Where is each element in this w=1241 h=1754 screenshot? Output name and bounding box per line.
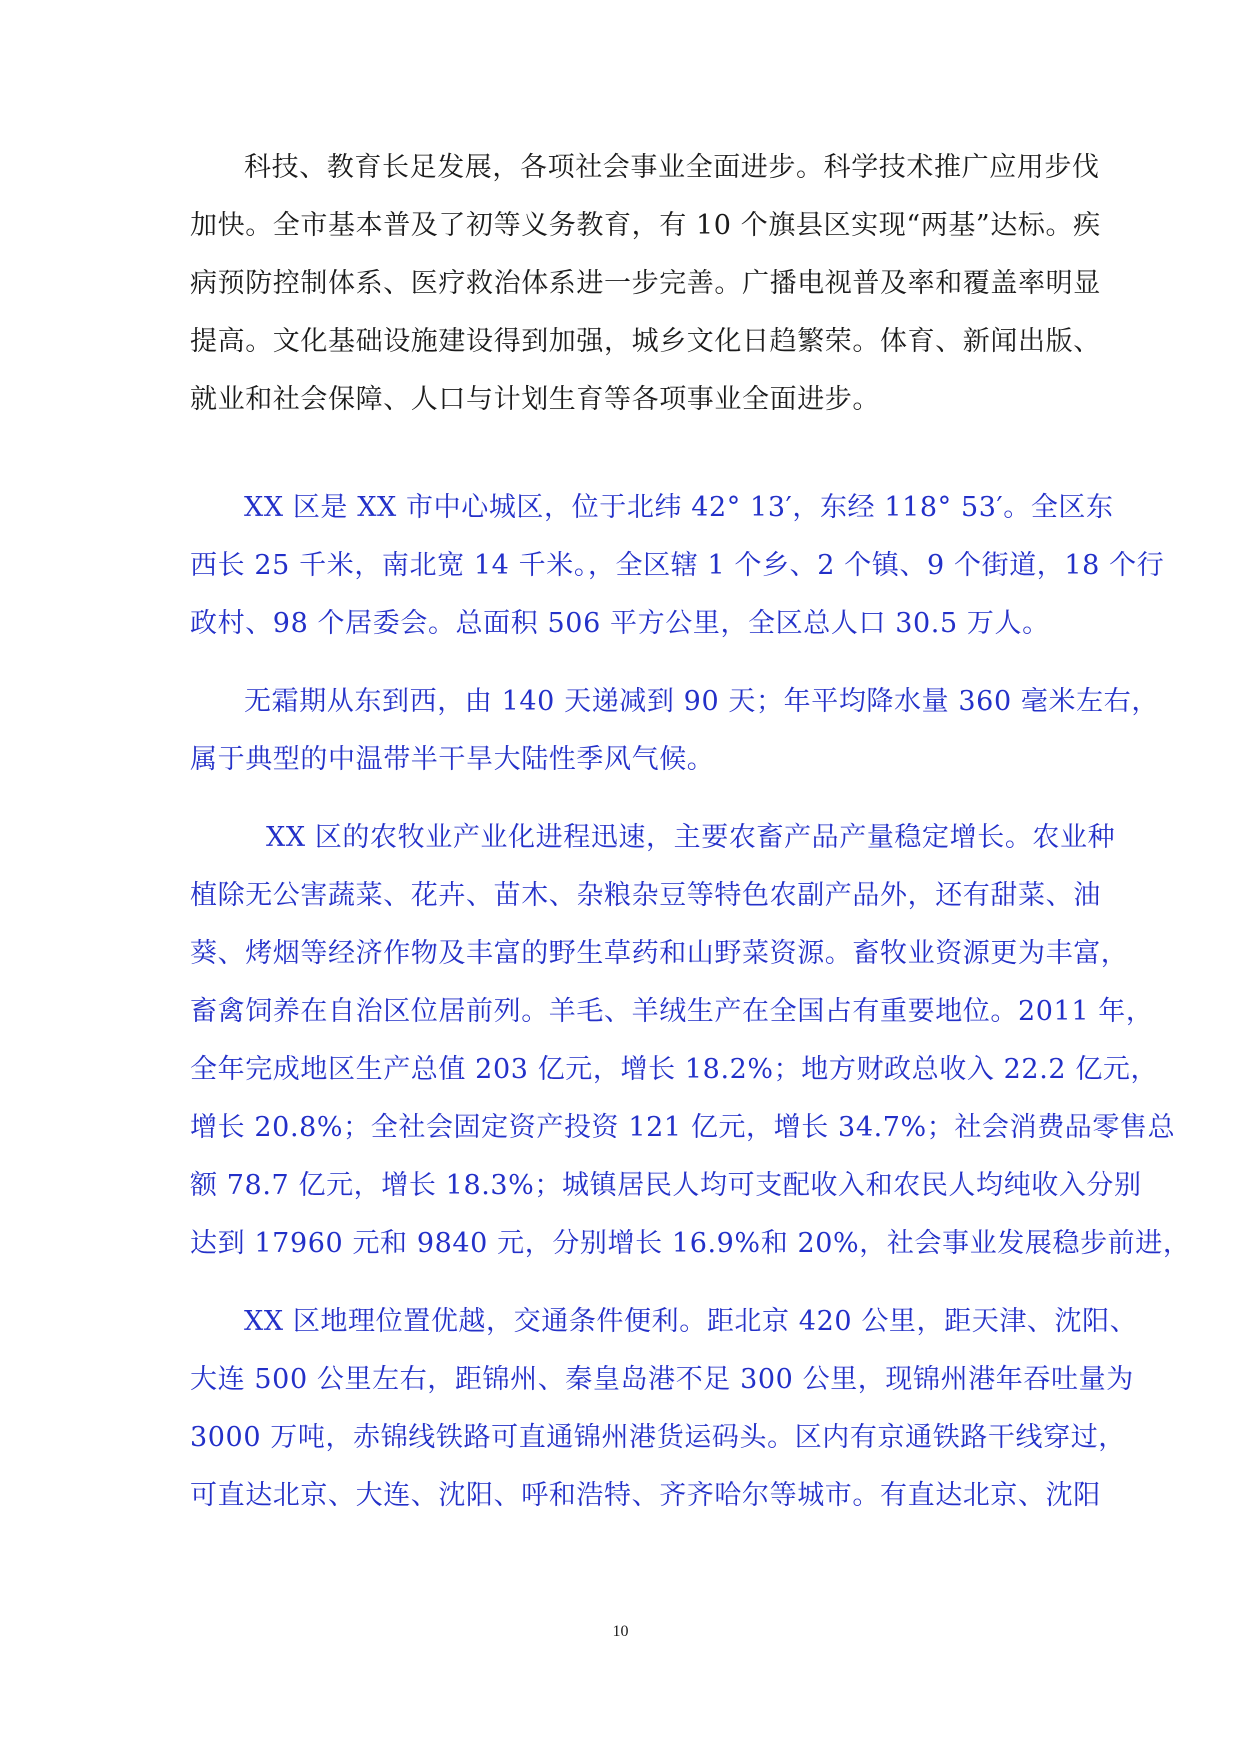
p1-line-5: 就业和社会保障、人口与计划生育等各项事业全面进步。 — [190, 384, 880, 415]
p5-line-2: 大连 500 公里左右，距锦州、秦皇岛港不足 300 公里，现锦州港年吞吐量为 — [190, 1364, 1134, 1395]
p5-line-1: XX 区地理位置优越，交通条件便利。距北京 420 公里，距天津、沈阳、 — [244, 1306, 1138, 1337]
p4-line-6: 增长 20.8%；全社会固定资产投资 121 亿元，增长 34.7%；社会消费品零售总 — [190, 1112, 1176, 1143]
p4-line-5: 全年完成地区生产总值 203 亿元，增长 18.2%；地方财政总收入 22.2 亿元， — [190, 1054, 1159, 1085]
p2-line-1: XX 区是 XX 市中心城区，位于北纬 42° 13′，东经 118° 53′。全区东 — [244, 492, 1114, 523]
p4-line-4: 畜禽饲养在自治区位居前列。羊毛、羊绒生产在全国占有重要地位。2011 年， — [190, 996, 1154, 1027]
p1-line-4: 提高。文化基础设施建设得到加强，城乡文化日趋繁荣。体育、新闻出版、 — [190, 326, 1101, 357]
p3-line-2: 属于典型的中温带半干旱大陆性季风气候。 — [190, 744, 715, 775]
p1-line-2: 加快。全市基本普及了初等义务教育，有 10 个旗县区实现“两基”达标。疾 — [190, 210, 1101, 241]
p5-line-4: 可直达北京、大连、沈阳、呼和浩特、齐齐哈尔等城市。有直达北京、沈阳 — [190, 1480, 1101, 1511]
p1-line-1: 科技、教育长足发展，各项社会事业全面进步。科学技术推广应用步伐 — [244, 152, 1100, 183]
p1-line-3: 病预防控制体系、医疗救治体系进一步完善。广播电视普及率和覆盖率明显 — [190, 268, 1101, 299]
p3-line-1: 无霜期从东到西，由 140 天递减到 90 天；年平均降水量 360 毫米左右， — [244, 686, 1159, 717]
p2-line-2: 西长 25 千米，南北宽 14 千米。，全区辖 1 个乡、2 个镇、9 个街道，18 个行 — [190, 550, 1165, 581]
p4-line-8: 达到 17960 元和 9840 元，分别增长 16.9%和 20%，社会事业发展稳步前进， — [190, 1228, 1191, 1259]
p4-line-3: 葵、烤烟等经济作物及丰富的野生草药和山野菜资源。畜牧业资源更为丰富， — [190, 938, 1129, 969]
p5-line-3: 3000 万吨，赤锦线铁路可直通锦州港货运码头。区内有京通铁路干线穿过， — [190, 1422, 1126, 1453]
p2-line-3: 政村、98 个居委会。总面积 506 平方公里，全区总人口 30.5 万人。 — [190, 608, 1050, 639]
p4-line-1: XX 区的农牧业产业化进程迅速，主要农畜产品产量稳定增长。农业种 — [266, 822, 1116, 853]
p4-line-2: 植除无公害蔬菜、花卉、苗木、杂粮杂豆等特色农副产品外，还有甜菜、油 — [190, 880, 1101, 911]
p4-line-7: 额 78.7 亿元，增长 18.3%；城镇居民人均可支配收入和农民人均纯收入分别 — [190, 1170, 1142, 1201]
page-number: 10 — [612, 1623, 629, 1640]
